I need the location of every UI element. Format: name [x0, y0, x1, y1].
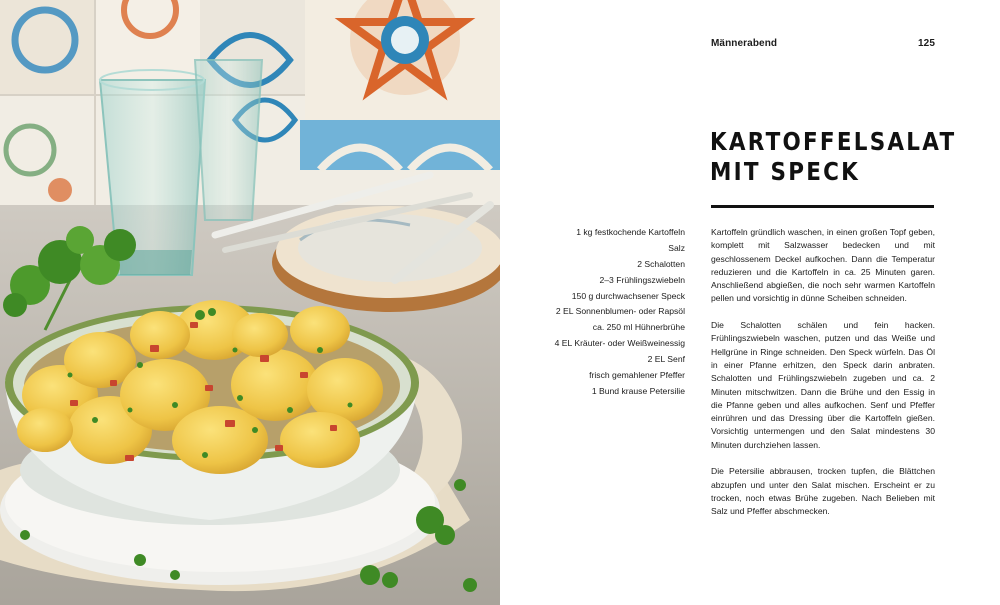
ingredient-item: 2 EL Sonnenblumen- oder Rapsöl [555, 306, 685, 317]
section-title: Männerabend [711, 38, 778, 49]
ingredient-item: 150 g durchwachsener Speck [571, 290, 685, 301]
ingredient-list [540, 225, 685, 400]
ingredient-item: 2–3 Frühlingszwiebeln [599, 274, 685, 285]
recipe-title [710, 127, 957, 187]
ingredient-item: 2 EL Senf [647, 354, 685, 365]
ingredient-item: 4 EL Kräuter- oder Weißweinessig [554, 338, 685, 349]
ingredient-item: 2 Schalotten [637, 258, 685, 269]
recipe-title-line-1: KARTOFFELSALAT [710, 127, 957, 156]
ingredient-item: Salz [668, 242, 685, 253]
running-head [711, 38, 935, 49]
ingredient-item: ca. 250 ml Hühnerbrühe [592, 322, 685, 333]
method-step-3: Die Petersilie abbrausen, trocken tupfen, die Blättchen abzupfen und unter den Salat mischen. Erscheint er zu trocken, noch etwas Brühe zugeben. Nach Belieben mit Salz und Pfeffer abschmecken. [711, 466, 935, 517]
recipe-page [500, 0, 1000, 605]
ingredient-item: 1 Bund krause Petersilie [591, 385, 685, 396]
method-text [711, 226, 935, 532]
ingredient-item: frisch gemahlener Pfeffer [589, 370, 685, 381]
ingredient-item: 1 kg festkochende Kartoffeln [576, 227, 685, 237]
method-step-1: Kartoffeln gründlich waschen, in einen großen Topf geben, komplett mit Salzwasser bedecken und mit geschlossenem Deckel aufkochen. Dann die Temperatur reduzieren und die Kartoffeln in ca. 25 Minuten garen. Anschließend abgießen, die noch sehr warmen Kartoffeln pellen und vorsichtig in dünne Scheiben schneiden. [711, 227, 935, 304]
method-step-2: Die Schalotten schälen und fein hacken. Frühlingszwiebeln waschen, putzen und das Weiße und Hellgrüne in Ringe schneiden. Den Speck würfeln. Das Öl in einer Pfanne erhitzen, den Speck darin anbraten. Schalotten und Frühlingszwiebeln zugeben und ca. 2 Minuten mitschwitzen. Dann die Brühe und den Essig in die Pfanne geben und alles aufkochen. Senf und Pfeffer einrühren und das Dressing über die Kartoffeln gießen. Vorsichtig untermengen und den Salat mindestens 30 Minuten durchziehen lassen. [711, 320, 935, 450]
recipe-title-line-2: MIT SPECK [710, 157, 861, 186]
page-number: 125 [918, 38, 935, 49]
title-divider [711, 205, 934, 208]
